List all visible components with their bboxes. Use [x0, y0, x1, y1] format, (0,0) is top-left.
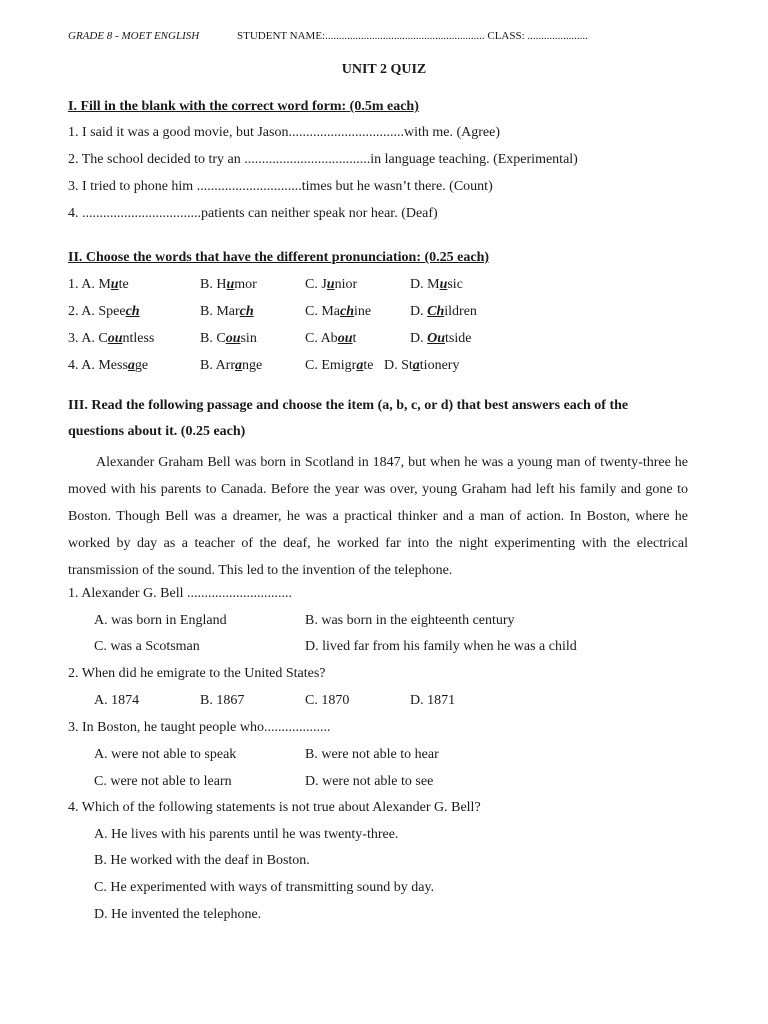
section-1-item: 4. ..................................patients can neither speak nor hear. (Deaf): [68, 206, 438, 221]
pronunciation-option: 3. A. Countless: [68, 331, 155, 346]
answer-option: C. He experimented with ways of transmitting sound by day.: [94, 880, 435, 895]
question-stem: 4. Which of the following statements is not true about Alexander G. Bell?: [68, 800, 481, 815]
answer-option: D. lived far from his family when he was a child: [305, 639, 577, 654]
answer-option: B. was born in the eighteenth century: [305, 613, 515, 628]
answer-option: B. were not able to hear: [305, 747, 439, 762]
question-stem: 3. In Boston, he taught people who...................: [68, 720, 331, 735]
reading-passage: Alexander Graham Bell was born in Scotland in 1847, but when he was a young man of twenty-three he moved with his parents to Canada. Before the year was over, young Graham had left his family and gone to Boston. Though Bell was a dreamer, he was a practical thinker and a man of action. In Boston, where he worked by day as a teacher of the deaf, he worked far into the night experimenting with the electrical transmission of the sound. This led to the invention of the telephone.: [68, 455, 688, 578]
student-name-blank: ..........................................................: [325, 30, 485, 42]
pronunciation-option: C. Emigrate: [305, 358, 374, 373]
pronunciation-option: C. Junior: [305, 277, 358, 292]
answer-option: C. was a Scotsman: [94, 639, 200, 654]
section-2-heading: II. Choose the words that have the different pronunciation: (0.25 each): [68, 250, 490, 265]
section-1-item: 1. I said it was a good movie, but Jason.................................with me. (Agree): [68, 125, 500, 140]
pronunciation-option: D. Children: [410, 304, 477, 319]
answer-option: C. were not able to learn: [94, 774, 232, 789]
answer-option: D. He invented the telephone.: [94, 907, 262, 922]
pronunciation-option: D. Outside: [410, 331, 472, 346]
answer-option: B. He worked with the deaf in Boston.: [94, 853, 310, 868]
section-3-heading-line-2: questions about it. (0.25 each): [68, 424, 246, 439]
answer-option: A. 1874: [94, 693, 140, 708]
page-title: UNIT 2 QUIZ: [341, 62, 427, 77]
answer-option: A. He lives with his parents until he was twenty-three.: [94, 827, 399, 842]
class-blank: ......................: [527, 30, 588, 42]
pronunciation-option: B. Humor: [200, 277, 257, 292]
class-label: CLASS:: [487, 30, 525, 42]
pronunciation-option: C. About: [305, 331, 357, 346]
section-1-item: 2. The school decided to try an ....................................in language teaching. (Experimental): [68, 152, 578, 167]
question-stem: 2. When did he emigrate to the United States?: [68, 666, 326, 681]
header-grade: GRADE 8 - MOET ENGLISH: [68, 30, 200, 42]
pronunciation-option: 1. A. Mute: [68, 277, 129, 292]
question-stem: 1. Alexander G. Bell ..............................: [68, 586, 292, 601]
answer-option: D. were not able to see: [305, 774, 434, 789]
pronunciation-option: B. March: [200, 304, 254, 319]
pronunciation-option: D. Stationery: [384, 358, 460, 373]
pronunciation-option: B. Cousin: [200, 331, 257, 346]
section-1-heading: I. Fill in the blank with the correct word form: (0.5m each): [68, 99, 419, 114]
answer-option: C. 1870: [305, 693, 350, 708]
pronunciation-option: 2. A. Speech: [68, 304, 140, 319]
section-1-item: 3. I tried to phone him ..............................times but he wasn’t there. (Count): [68, 179, 493, 194]
pronunciation-option: 4. A. Message: [68, 358, 149, 373]
answer-option: A. were not able to speak: [94, 747, 237, 762]
answer-option: A. was born in England: [94, 613, 227, 628]
student-name-label: STUDENT NAME:: [237, 30, 326, 42]
section-3-heading-line-1: III. Read the following passage and choose the item (a, b, c, or d) that best answers each of the: [68, 398, 629, 413]
pronunciation-option: D. Music: [410, 277, 463, 292]
pronunciation-option: B. Arrange: [200, 358, 263, 373]
answer-option: B. 1867: [200, 693, 245, 708]
pronunciation-option: C. Machine: [305, 304, 372, 319]
header-student-name: [237, 30, 588, 42]
answer-option: D. 1871: [410, 693, 456, 708]
